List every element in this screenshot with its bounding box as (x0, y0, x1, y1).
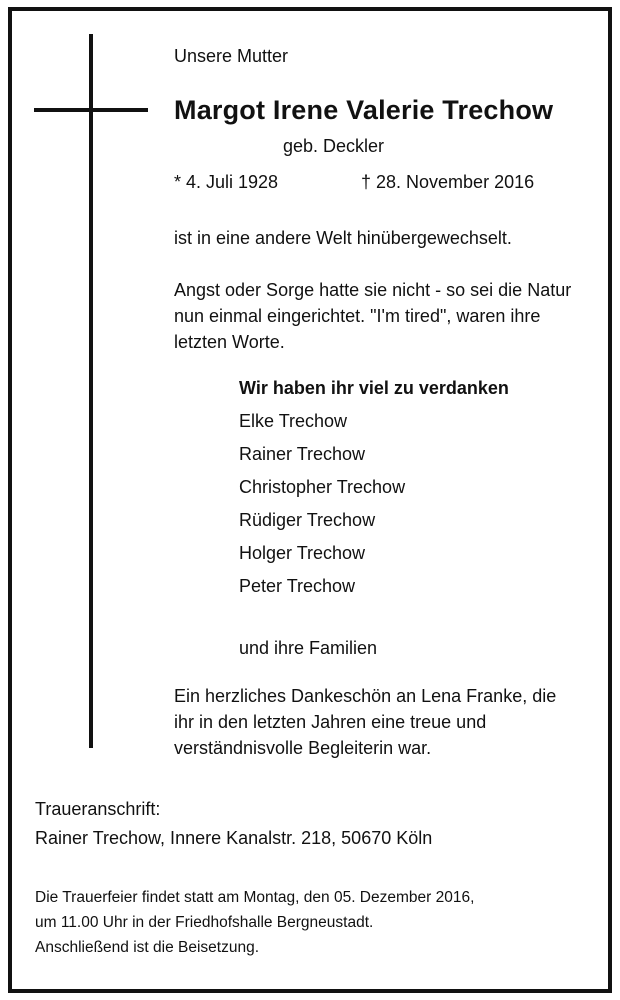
thanks-line: Ein herzliches Dankeschön an Lena Franke, die (174, 686, 557, 706)
cross-horizontal-bar (34, 108, 148, 112)
thanks-line: verständnisvolle Begleiterin war. (174, 738, 432, 758)
thanks-line: ihr in den letzten Jahren eine treue und (174, 712, 487, 732)
quote-line: Angst oder Sorge hatte sie nicht - so sei die Natur (174, 280, 572, 300)
deceased-name: Margot Irene Valerie Trechow (174, 95, 554, 125)
birth-date: * 4. Juli 1928 (174, 172, 279, 192)
mourner-name: Christopher Trechow (239, 477, 406, 497)
intro-text: Unsere Mutter (174, 46, 289, 66)
mourner-name: Elke Trechow (239, 411, 348, 431)
quote-line: letzten Worte. (174, 332, 285, 352)
passed-line: ist in eine andere Welt hinübergewechselt. (174, 228, 512, 248)
mourner-name: Holger Trechow (239, 543, 366, 563)
service-line: Anschließend ist die Beisetzung. (35, 939, 260, 956)
address-text: Rainer Trechow, Innere Kanalstr. 218, 50670 Köln (35, 828, 433, 848)
mourner-name: Rainer Trechow (239, 444, 366, 464)
cross-vertical-bar (89, 34, 93, 748)
address-label: Traueranschrift: (35, 799, 161, 819)
mourner-name: Rüdiger Trechow (239, 510, 376, 530)
service-line: Die Trauerfeier findet statt am Montag, den 05. Dezember 2016, (35, 889, 475, 906)
quote-line: nun einmal eingerichtet. "I'm tired", waren ihre (174, 306, 541, 326)
families-line: und ihre Familien (239, 638, 378, 658)
maiden-name: geb. Deckler (283, 136, 385, 156)
mourners-heading: Wir haben ihr viel zu verdanken (239, 378, 509, 398)
death-date: † 28. November 2016 (361, 172, 535, 192)
mourner-name: Peter Trechow (239, 576, 356, 596)
service-line: um 11.00 Uhr in der Friedhofshalle Bergneustadt. (35, 914, 374, 931)
